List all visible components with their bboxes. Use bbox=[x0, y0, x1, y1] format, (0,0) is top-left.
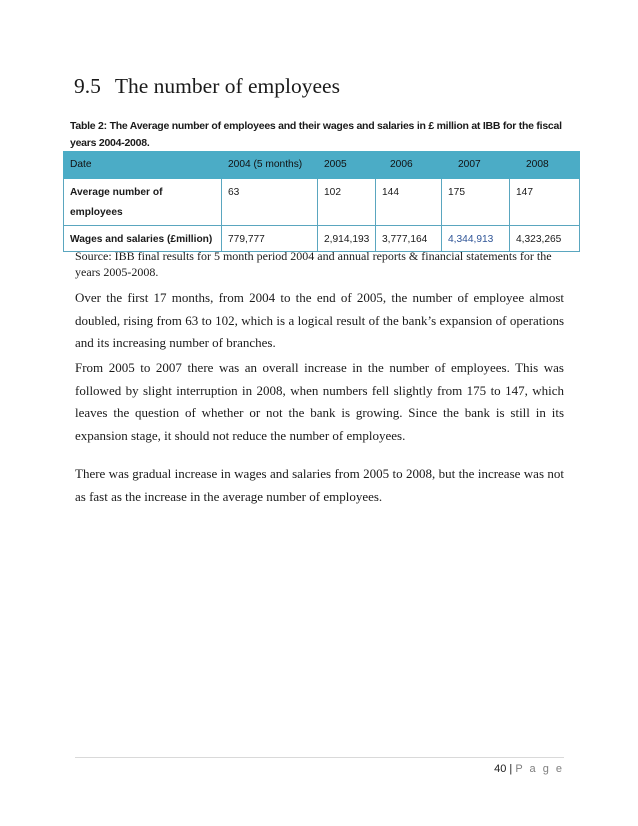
table-cell: 779,777 bbox=[222, 226, 318, 252]
footer-separator: | bbox=[509, 763, 513, 775]
table-cell: 3,777,164 bbox=[376, 226, 442, 252]
table-source-note: Source: IBB final results for 5 month period 2004 and annual reports & financial statements for the years 2005-2008. bbox=[75, 249, 552, 279]
table-cell: 4,323,265 bbox=[510, 226, 580, 252]
section-number: 9.5 bbox=[74, 74, 101, 98]
table-cell: 102 bbox=[318, 179, 376, 226]
table-cell: 147 bbox=[510, 179, 580, 226]
body-paragraph-1: Over the first 17 months, from 2004 to the end of 2005, the number of employee almost doubled, rising from 63 to 102, which is a logical result of the bank’s expansion of operations and its increasing number of branches. bbox=[75, 290, 564, 350]
row-label-wages: Wages and salaries (£million) bbox=[64, 226, 222, 252]
table-cell-highlight: 4,344,913 bbox=[442, 226, 510, 252]
header-cell-2007: 2007 bbox=[442, 152, 510, 179]
table-header-row bbox=[64, 152, 580, 179]
header-cell-2005: 2005 bbox=[318, 152, 376, 179]
header-cell-2006: 2006 bbox=[376, 152, 442, 179]
table-cell: 2,914,193 bbox=[318, 226, 376, 252]
page-label: P a g e bbox=[515, 763, 564, 775]
employees-table bbox=[63, 151, 580, 252]
section-heading bbox=[74, 74, 340, 99]
body-paragraph-3: There was gradual increase in wages and salaries from 2005 to 2008, but the increase was not as fast as the increase in the average number of employees. bbox=[75, 466, 564, 504]
header-cell-2008: 2008 bbox=[510, 152, 580, 179]
table-cell: 63 bbox=[222, 179, 318, 226]
table-caption: Table 2: The Average number of employees and their wages and salaries in £ million at IBB for the fiscal years 2004-2008. bbox=[70, 120, 562, 149]
page-footer bbox=[420, 763, 564, 775]
header-cell-2004: 2004 (5 months) bbox=[222, 152, 318, 179]
page-number: 40 bbox=[494, 763, 507, 775]
table-cell: 175 bbox=[442, 179, 510, 226]
header-cell-date: Date bbox=[64, 152, 222, 179]
section-title: The number of employees bbox=[114, 74, 340, 98]
table-cell: 144 bbox=[376, 179, 442, 226]
row-label-employees: Average number of employees bbox=[64, 179, 222, 226]
table-row bbox=[64, 179, 580, 226]
body-paragraph-2: From 2005 to 2007 there was an overall increase in the number of employees. This was followed by slight interruption in 2008, when numbers fell slightly from 175 to 147, which leaves the question of whether or not the bank is growing. Since the bank is still in its expansion stage, it should not reduce the number of employees. bbox=[75, 360, 564, 443]
footer-divider bbox=[75, 757, 564, 758]
